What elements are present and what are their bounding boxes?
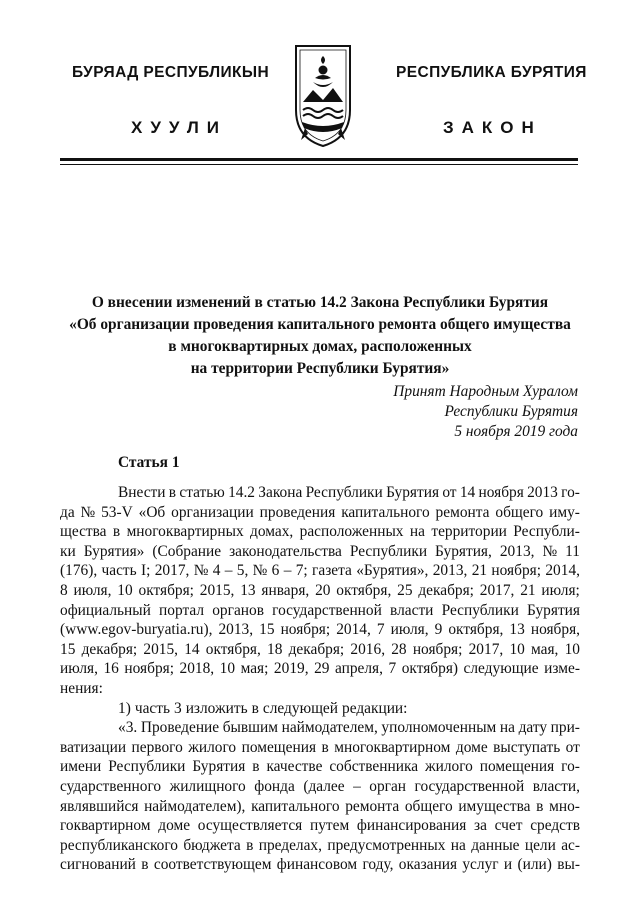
body-text-line	[60, 581, 580, 601]
body-word: Бурятия	[192, 758, 246, 776]
body-word: территории	[431, 523, 507, 541]
body-word: в	[112, 523, 121, 541]
body-word: 28	[391, 640, 407, 658]
body-word: ватизации	[60, 738, 127, 756]
body-word: 7	[388, 660, 397, 678]
body-word: Республики	[305, 484, 383, 501]
body-word: в	[246, 836, 254, 854]
body-word: 16	[103, 660, 119, 678]
body-word: 3	[173, 699, 182, 717]
body-word: ремонта	[435, 503, 490, 521]
body-word: ноября,	[530, 621, 580, 639]
body-word: ки	[60, 542, 76, 560]
body-word: 2013	[527, 484, 558, 501]
body-word: бюджета	[183, 836, 241, 854]
body-word: ремонта	[345, 797, 400, 815]
body-word: счет	[494, 817, 523, 835]
body-word: и	[503, 856, 513, 874]
body-word: за	[474, 817, 487, 835]
body-word: гоквартирном	[60, 817, 151, 835]
body-word: власти	[390, 601, 434, 619]
body-word: июля;	[541, 581, 580, 599]
body-word: финансовом	[276, 856, 358, 874]
body-word: государственной	[414, 777, 525, 795]
body-text-line	[60, 797, 580, 817]
article-heading: Статья 1	[118, 454, 180, 471]
body-word: 1)	[118, 699, 131, 717]
body-word: в	[321, 738, 329, 756]
body-word: законодательства	[229, 542, 342, 560]
body-word: вы-	[557, 856, 580, 874]
body-word: органов	[212, 601, 264, 619]
body-word: статью	[179, 484, 225, 501]
body-word: 14	[459, 484, 476, 501]
body-word: часть	[101, 562, 137, 580]
law-title-line: «Об организации проведения капитального ремонта общего имущества	[69, 316, 571, 333]
body-word: №	[542, 542, 558, 560]
body-word: 2013,	[499, 542, 535, 560]
body-word: №	[193, 562, 209, 580]
body-word: 2014,	[336, 621, 371, 639]
body-word: собственника	[329, 758, 419, 776]
body-word: от	[442, 484, 457, 501]
header-divider-thin	[60, 164, 578, 165]
body-word: «3.	[118, 719, 138, 737]
body-word: на	[450, 836, 466, 854]
body-word: изме-	[544, 660, 580, 678]
body-word: I;	[141, 562, 151, 580]
body-word: 14	[184, 640, 200, 658]
body-word: цели	[524, 836, 556, 854]
body-text-line	[118, 718, 580, 738]
body-word: часть	[134, 699, 170, 717]
body-word: 10	[219, 660, 236, 678]
adoption-note	[300, 382, 578, 442]
adoption-note-line: 5 ноября 2019 года	[454, 423, 578, 440]
body-word: многоквартирных	[126, 523, 244, 541]
body-text-line	[60, 620, 580, 640]
body-word: году,	[362, 856, 394, 874]
body-word: 5,	[236, 562, 249, 580]
body-word: ноября;	[491, 562, 542, 580]
body-word: Бурятия»	[83, 542, 145, 560]
body-word: №	[252, 562, 268, 580]
body-word: 2016,	[350, 640, 386, 658]
law-title	[60, 292, 580, 380]
body-text-line	[60, 522, 580, 542]
body-word: финансирования	[356, 817, 467, 835]
body-word: помещения	[241, 738, 317, 756]
body-text-line	[60, 738, 580, 758]
body-word: в	[536, 797, 544, 815]
body-word: (176),	[60, 562, 98, 580]
body-word: «Об	[138, 503, 166, 521]
body-word: путем	[309, 817, 350, 835]
body-word: соответствующем	[153, 856, 272, 874]
body-word: Республики	[108, 758, 186, 776]
body-word: данные	[471, 836, 520, 854]
body-word: жилищного	[169, 777, 246, 795]
body-word: газета	[312, 562, 352, 580]
body-word: 2017,	[154, 562, 190, 580]
body-word: –	[283, 562, 292, 580]
body-word: официальный	[60, 601, 151, 619]
body-word: –	[224, 562, 233, 580]
header-left-subtitle: ХУУЛИ	[131, 118, 227, 137]
body-word: 14.2	[228, 484, 255, 501]
header-left-title: БУРЯАД РЕСПУБЛИКЫН	[72, 64, 270, 81]
body-word: фонда	[254, 777, 295, 795]
body-word: наймодателем),	[144, 797, 246, 815]
body-text-line	[118, 483, 580, 503]
body-word: 10	[509, 640, 525, 658]
body-word: жилого	[424, 758, 473, 776]
body-word: помещения	[479, 758, 555, 776]
body-word: «Бурятия»,	[356, 562, 429, 580]
body-word: орган	[369, 777, 407, 795]
body-word: 4	[212, 562, 221, 580]
body-word: бывшим	[222, 719, 278, 737]
body-word: имени	[60, 758, 102, 776]
body-word: 29	[314, 660, 330, 678]
body-text-line	[60, 601, 580, 621]
body-word: Проведение	[140, 719, 220, 737]
adoption-note-line: Республики Бурятия	[444, 403, 578, 420]
body-word: (Собрание	[152, 542, 222, 560]
body-word: 53-V	[101, 503, 133, 521]
body-word: имущества	[458, 797, 531, 815]
body-word: следующей	[262, 699, 338, 717]
body-word: доме	[158, 817, 191, 835]
body-text-line	[60, 757, 580, 777]
body-word: от	[565, 738, 580, 756]
body-word: 10	[117, 581, 133, 599]
body-word: ноября;	[124, 660, 174, 678]
body-word: республиканского	[60, 836, 178, 854]
body-word: на	[409, 523, 425, 541]
body-word: 2015,	[199, 581, 235, 599]
body-word: услуг	[462, 856, 499, 874]
body-text-line	[118, 699, 580, 719]
body-word: мая;	[240, 660, 269, 678]
body-word: (далее	[303, 777, 345, 795]
body-word: 15	[259, 621, 275, 639]
body-word: нения:	[60, 679, 103, 697]
body-word: сигнований	[60, 856, 136, 874]
body-word: Республики	[441, 601, 519, 619]
body-word: общего	[404, 797, 453, 815]
body-text-line	[60, 640, 580, 660]
body-word: на	[499, 719, 515, 737]
body-text-line	[60, 836, 580, 856]
body-word: Республики	[349, 542, 428, 560]
body-word: Бурятия	[527, 601, 580, 619]
body-word: расположенных	[299, 523, 404, 541]
body-word: ноября;	[280, 621, 331, 639]
body-word: в	[168, 484, 177, 501]
coat-of-arms-icon	[293, 40, 353, 148]
body-text-line	[60, 855, 580, 875]
body-word: июля,	[60, 660, 98, 678]
law-title-line: в многоквартирных домах, расположенных	[168, 338, 472, 355]
body-text-line	[60, 542, 580, 562]
body-word: 7	[376, 621, 385, 639]
body-word: (www.egov-buryatia.ru),	[60, 621, 213, 639]
body-word: общего	[495, 503, 544, 521]
body-word: оказания	[398, 856, 458, 874]
body-word: да	[60, 503, 75, 521]
law-title-line: О внесении изменений в статью 14.2 Закона Республики Бурятия	[91, 294, 549, 311]
body-word: ас-	[561, 836, 580, 854]
body-word: многоквартирном	[334, 738, 451, 756]
body-word: го-	[561, 758, 580, 776]
adoption-note-line: Принят Народным Хуралом	[393, 383, 578, 400]
body-word: октября;	[138, 581, 194, 599]
body-word: сударственного	[60, 777, 162, 795]
body-word: осуществляется	[197, 817, 303, 835]
body-word: изложить	[185, 699, 248, 717]
body-word: дату	[518, 719, 548, 737]
body-word: октября,	[336, 581, 392, 599]
body-word: редакции:	[342, 699, 408, 717]
body-word: декабря;	[81, 640, 138, 658]
body-word: декабря;	[418, 581, 474, 599]
body-word: 6	[271, 562, 280, 580]
article-body	[60, 483, 580, 875]
body-word: 25	[397, 581, 413, 599]
body-word: в	[252, 758, 260, 776]
body-word: декабря;	[288, 640, 345, 658]
body-word: 20	[315, 581, 331, 599]
body-word: домах,	[250, 523, 294, 541]
body-word: жилого	[188, 738, 237, 756]
header-divider-thick	[60, 158, 578, 161]
body-word: наймодателем,	[281, 719, 378, 737]
body-word: средств	[530, 817, 580, 835]
body-word: 18	[267, 640, 283, 658]
body-word: капитального	[251, 797, 340, 815]
body-word: 2019,	[273, 660, 309, 678]
body-text-line	[60, 816, 580, 836]
body-word: доме	[455, 738, 488, 756]
body-word: 2013,	[432, 562, 468, 580]
body-word: апреля,	[334, 660, 383, 678]
body-word: 2017,	[468, 640, 504, 658]
body-word: июля,	[390, 621, 429, 639]
body-word: Внести	[118, 484, 166, 501]
body-text-line	[60, 679, 580, 699]
body-word: проведения	[259, 503, 336, 521]
body-word: –	[353, 777, 361, 795]
body-word: являвшийся	[60, 797, 139, 815]
body-word: следующие	[463, 660, 539, 678]
body-word: 2018,	[179, 660, 215, 678]
body-word: января,	[261, 581, 310, 599]
body-word: выступать	[493, 738, 561, 756]
body-word: иму-	[549, 503, 580, 521]
body-word: №	[80, 503, 96, 521]
body-word: уполномоченным	[381, 719, 497, 737]
body-word: ноября;	[412, 640, 463, 658]
body-word: июля,	[73, 581, 112, 599]
body-word: 7;	[295, 562, 308, 580]
body-word: 10	[564, 640, 580, 658]
body-word: 8	[60, 581, 68, 599]
body-word: ноября	[478, 484, 524, 501]
header-right-title: РЕСПУБЛИКА БУРЯТИЯ	[396, 64, 587, 81]
body-word: 13	[240, 581, 256, 599]
body-word: (или)	[517, 856, 552, 874]
body-word: Бурятия,	[435, 542, 492, 560]
body-word: 15	[60, 640, 76, 658]
body-word: мая,	[531, 640, 559, 658]
law-title-line: на территории Республики Бурятия»	[190, 360, 450, 377]
body-word: 21	[471, 562, 488, 580]
body-word: 11	[565, 542, 580, 560]
body-word: 2017,	[479, 581, 515, 599]
body-word: первого	[131, 738, 183, 756]
body-word: 13	[509, 621, 525, 639]
body-word: октября,	[448, 621, 504, 639]
body-word: 2014,	[545, 562, 580, 580]
body-text-line	[60, 503, 580, 523]
body-text-line	[60, 777, 580, 797]
body-word: пределах,	[258, 836, 322, 854]
body-word: государственной	[272, 601, 382, 619]
body-word: в	[141, 856, 149, 874]
body-word: в	[251, 699, 259, 717]
body-word: щества	[60, 523, 107, 541]
body-text-line	[60, 561, 580, 581]
header-right-subtitle: ЗАКОН	[443, 118, 542, 137]
body-word: качестве	[266, 758, 323, 776]
body-word: организации	[171, 503, 254, 521]
body-word: 2015,	[143, 640, 179, 658]
body-word: Закона	[258, 484, 303, 501]
body-word: при-	[550, 719, 580, 737]
body-word: предусмотренных	[327, 836, 446, 854]
body-word: портал	[159, 601, 205, 619]
body-word: октября)	[401, 660, 459, 678]
body-word: октября,	[205, 640, 261, 658]
body-text-line	[60, 659, 580, 679]
body-word: го-	[561, 484, 580, 501]
body-word: Республи-	[513, 523, 580, 541]
body-word: 9	[434, 621, 443, 639]
body-word: мно-	[549, 797, 580, 815]
body-word: Бурятия	[386, 484, 440, 501]
body-word: 21	[520, 581, 536, 599]
body-word: 2013,	[218, 621, 254, 639]
body-word: власти,	[532, 777, 580, 795]
body-word: капитального	[341, 503, 430, 521]
